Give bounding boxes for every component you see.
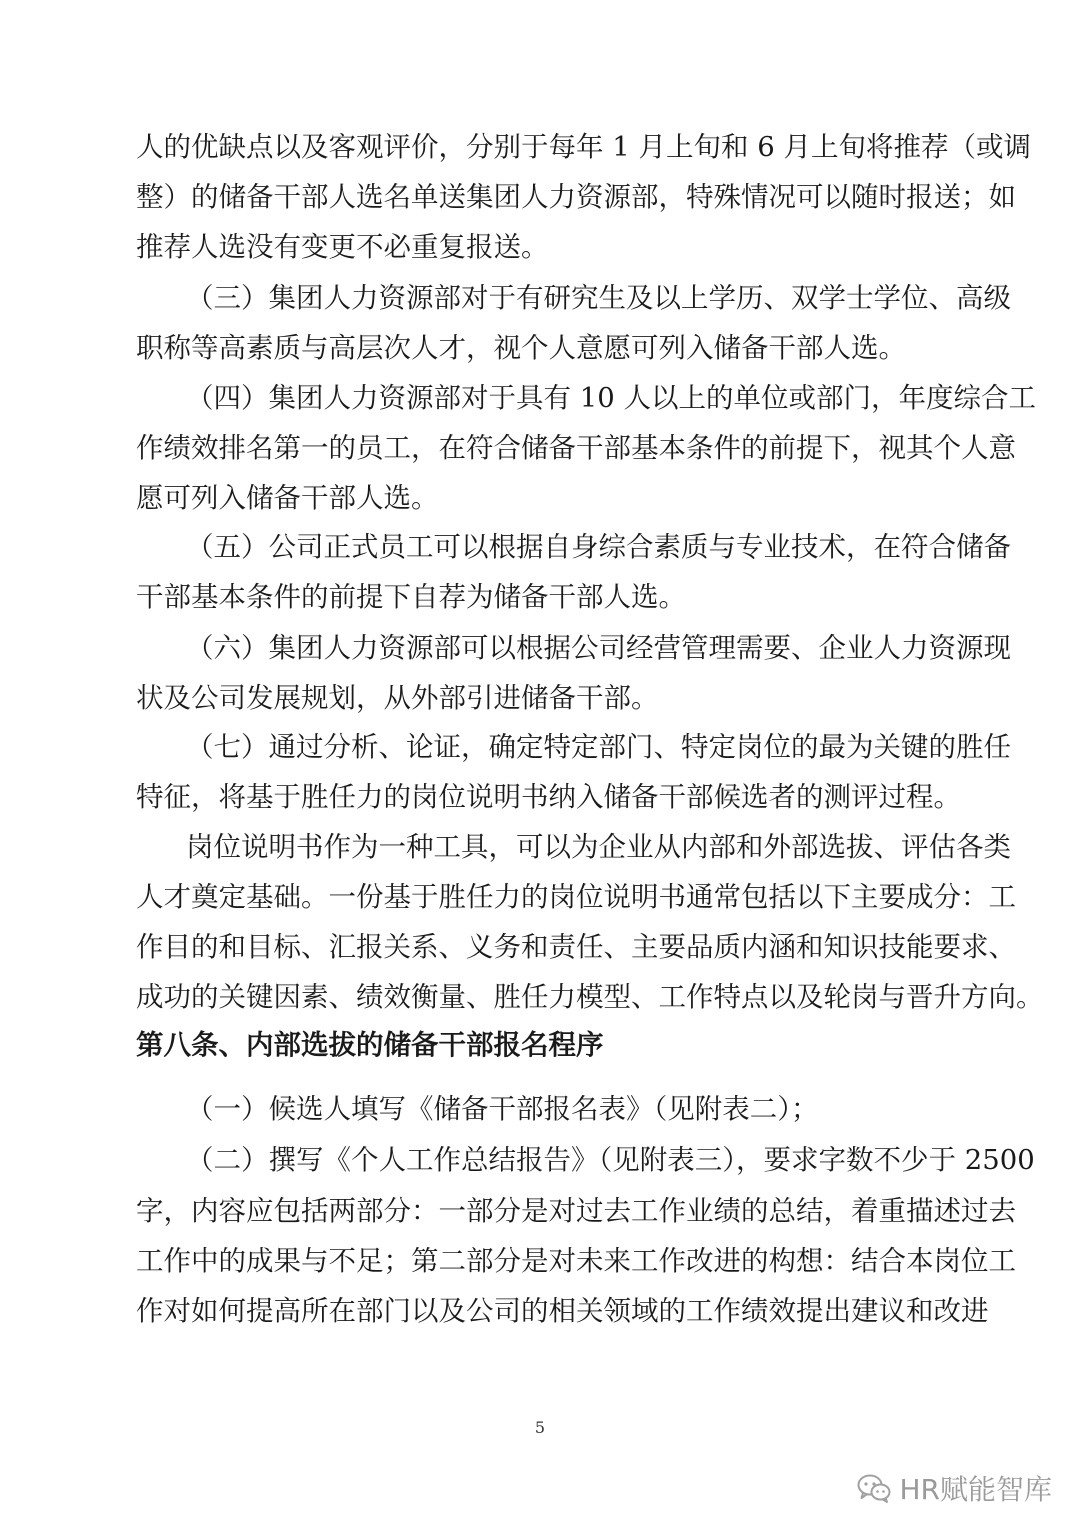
text-line: 人才奠定基础。一份基于胜任力的岗位说明书通常包括以下主要成分：工 xyxy=(136,881,1016,913)
watermark xyxy=(857,1468,1052,1508)
wechat-icon xyxy=(857,1473,891,1503)
text-line: 作绩效排名第一的员工，在符合储备干部基本条件的前提下，视其个人意 xyxy=(136,432,1016,464)
text-line: 推荐人选没有变更不必重复报送。 xyxy=(136,231,549,263)
text-line: （一）候选人填写《储备干部报名表》（见附表二）； xyxy=(186,1093,819,1125)
text-line: 字，内容应包括两部分：一部分是对过去工作业绩的总结，着重描述过去 xyxy=(136,1195,1016,1227)
watermark-text: HR赋能智库 xyxy=(899,1473,1052,1506)
text-line: （二）撰写《个人工作总结报告》（见附表三），要求字数不少于 2500 xyxy=(186,1144,1035,1176)
text-line: 状及公司发展规划，从外部引进储备干部。 xyxy=(136,682,659,714)
text-line: 愿可列入储备干部人选。 xyxy=(136,482,439,514)
text-line: 干部基本条件的前提下自荐为储备干部人选。 xyxy=(136,581,686,613)
text-line: 岗位说明书作为一种工具，可以为企业从内部和外部选拔、评估各类 xyxy=(186,831,1011,863)
text-line: 整）的储备干部人选名单送集团人力资源部，特殊情况可以随时报送；如 xyxy=(136,181,1016,213)
text-line: 作对如何提高所在部门以及公司的相关领域的工作绩效提出建议和改进 xyxy=(136,1295,989,1327)
text-line: 职称等高素质与高层次人才，视个人意愿可列入储备干部人选。 xyxy=(136,332,906,364)
text-line: （七）通过分析、论证，确定特定部门、特定岗位的最为关键的胜任 xyxy=(186,731,1011,763)
text-line: （六）集团人力资源部可以根据公司经营管理需要、企业人力资源现 xyxy=(186,632,1011,664)
text-line: （五）公司正式员工可以根据自身综合素质与专业技术，在符合储备 xyxy=(186,531,1011,563)
text-line: 工作中的成果与不足；第二部分是对未来工作改进的构想：结合本岗位工 xyxy=(136,1245,1016,1277)
text-line: 人的优缺点以及客观评价，分别于每年 1 月上旬和 6 月上旬将推荐（或调 xyxy=(136,131,1031,163)
text-line: 作目的和目标、汇报关系、义务和责任、主要品质内涵和知识技能要求、 xyxy=(136,931,1016,963)
section-heading: 第八条、内部选拔的储备干部报名程序 xyxy=(136,1029,604,1061)
page-number: 5 xyxy=(534,1418,546,1437)
text-line: （四）集团人力资源部对于具有 10 人以上的单位或部门，年度综合工 xyxy=(186,382,1036,414)
text-line: （三）集团人力资源部对于有研究生及以上学历、双学士学位、高级 xyxy=(186,282,1011,314)
text-line: 特征，将基于胜任力的岗位说明书纳入储备干部候选者的测评过程。 xyxy=(136,781,961,813)
text-line: 成功的关键因素、绩效衡量、胜任力模型、工作特点以及轮岗与晋升方向。 xyxy=(136,981,1044,1013)
